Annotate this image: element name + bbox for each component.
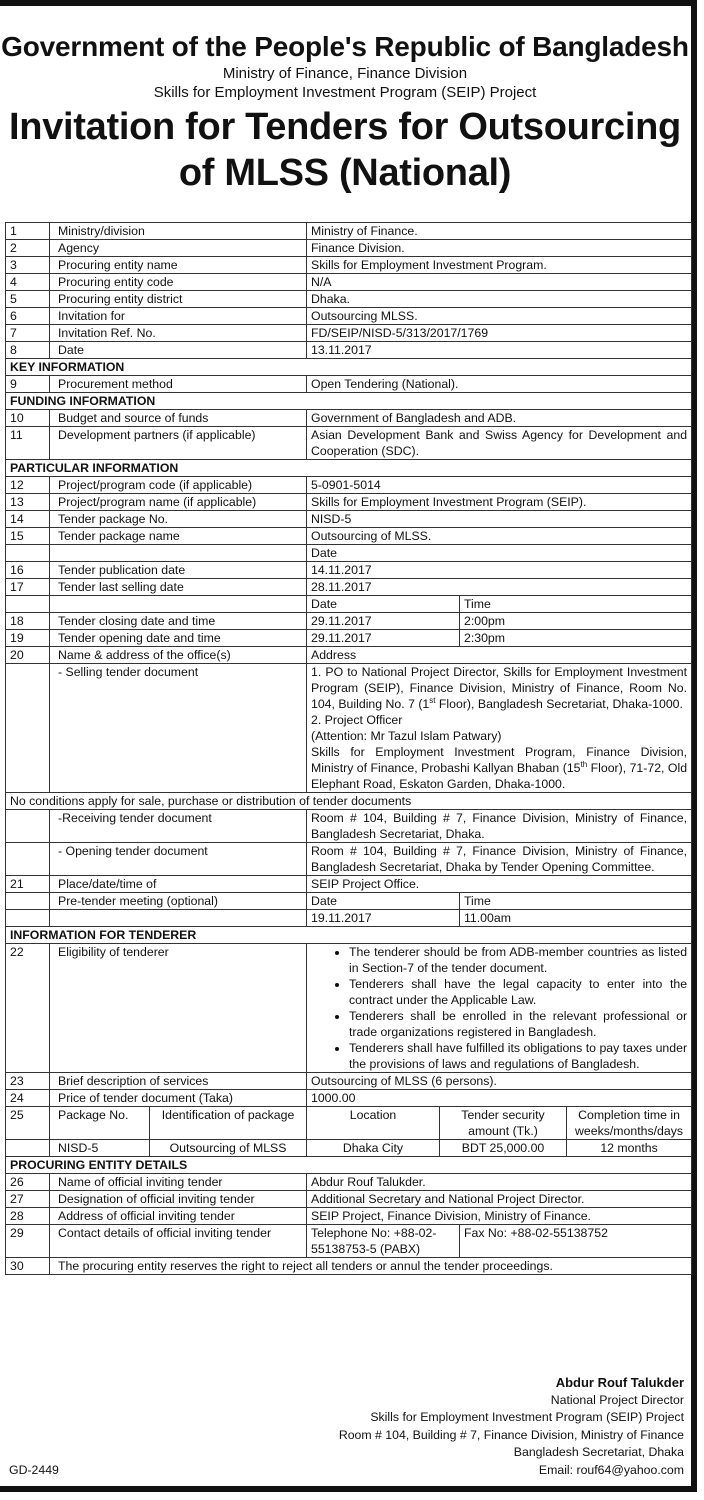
- row-label: Name & address of the office(s): [50, 647, 307, 664]
- fax-value: Fax No: +88-02-55138752: [460, 1225, 692, 1258]
- table-row: [6, 511, 692, 528]
- ministry-line: Ministry of Finance, Finance Division: [222, 65, 468, 82]
- package-value: NISD-5: [50, 1140, 150, 1157]
- receiving-value: Room # 104, Building # 7, Finance Division, Ministry of Finance, Bangladesh Secretariat, Dhaka.: [307, 810, 692, 843]
- table-row: [6, 308, 692, 325]
- table-row: [6, 427, 692, 460]
- row-label: Tender publication date: [50, 562, 307, 579]
- row-value: SEIP Project, Finance Division, Ministry of Finance.: [307, 1208, 692, 1225]
- closing-time: 2:00pm: [460, 613, 692, 630]
- table-row: [6, 410, 692, 427]
- row-label: Project/program code (if applicable): [50, 477, 307, 494]
- table-row: [6, 545, 692, 562]
- table-row: [6, 1090, 692, 1107]
- row-value: Outsourcing of MLSS (6 persons).: [307, 1073, 692, 1090]
- signatory-address-2: Bangladesh Secretariat, Dhaka: [513, 1445, 684, 1459]
- row-number: 20: [6, 647, 50, 664]
- table-row: [6, 630, 692, 647]
- pretender-time: 11.00am: [460, 910, 692, 927]
- row-label: Tender last selling date: [50, 579, 307, 596]
- table-row: [6, 944, 692, 1073]
- table-row: [6, 910, 692, 927]
- row-number: 26: [6, 1174, 50, 1191]
- row-number: 21: [6, 876, 50, 893]
- row-number: 29: [6, 1225, 50, 1258]
- table-row: [6, 1225, 692, 1258]
- row-value: Outsourcing of MLSS.: [307, 528, 692, 545]
- row-number: 2: [6, 240, 50, 257]
- row-number: 14: [6, 511, 50, 528]
- row-number: 30: [6, 1258, 50, 1275]
- project-line: Skills for Employment Investment Program (SEIP) Project: [153, 84, 537, 101]
- row-label: Address of official inviting tender: [50, 1208, 307, 1225]
- title-line-1: Invitation for Tenders for Outsourcing: [9, 106, 681, 148]
- package-value: Outsourcing of MLSS: [150, 1140, 307, 1157]
- row-value: 14.11.2017: [307, 562, 692, 579]
- section-row: [6, 359, 692, 376]
- header: [0, 30, 690, 196]
- table-row: [6, 494, 692, 511]
- row-value: Finance Division.: [307, 240, 692, 257]
- signatory-organization: Skills for Employment Investment Program (SEIP) Project: [370, 1410, 684, 1424]
- row-number: 23: [6, 1073, 50, 1090]
- signature-block: [339, 1374, 684, 1479]
- row-number: 10: [6, 410, 50, 427]
- row-number: 12: [6, 477, 50, 494]
- row-value: Outsourcing MLSS.: [307, 308, 692, 325]
- row-number: 4: [6, 274, 50, 291]
- selling-label: - Selling tender document: [50, 664, 307, 793]
- row-number: 3: [6, 257, 50, 274]
- row-label: Invitation for: [50, 308, 307, 325]
- row-label: Tender package No.: [50, 511, 307, 528]
- government-title: Government of the People's Republic of Bangladesh: [1, 31, 689, 62]
- row-value: Asian Development Bank and Swiss Agency for Development and Cooperation (SDC).: [307, 427, 692, 460]
- table-row: [6, 1140, 692, 1157]
- list-item: • Tenderers shall have fulfilled its obligations to pay taxes under the provisions of laws and regulations of Bangladesh.: [349, 1040, 687, 1072]
- date-subheader: Date: [307, 893, 460, 910]
- closing-date: 29.11.2017: [307, 613, 460, 630]
- table-row: [6, 596, 692, 613]
- row-label: Tender closing date and time: [50, 613, 307, 630]
- tender-table: [5, 222, 692, 1275]
- row-value: Government of Bangladesh and ADB.: [307, 410, 692, 427]
- row-value: NISD-5: [307, 511, 692, 528]
- row-label: Place/date/time of: [50, 876, 307, 893]
- table-row: [6, 843, 692, 876]
- package-value: BDT 25,000.00: [440, 1140, 567, 1157]
- section-row: [6, 393, 692, 410]
- row-number: 5: [6, 291, 50, 308]
- section-row: [6, 460, 692, 477]
- opening-label: - Opening tender document: [50, 843, 307, 876]
- table-row: [6, 893, 692, 910]
- table-row: [6, 562, 692, 579]
- signatory-address-1: Room # 104, Building # 7, Finance Division, Ministry of Finance: [338, 1427, 684, 1442]
- row-value: 1000.00: [307, 1090, 692, 1107]
- row-number: 9: [6, 376, 50, 393]
- row-value: Skills for Employment Investment Program.: [307, 257, 692, 274]
- row-label: Project/program name (if applicable): [50, 494, 307, 511]
- row-label: Price of tender document (Taka): [50, 1090, 307, 1107]
- row-value: FD/SEIP/NISD-5/313/2017/1769: [307, 325, 692, 342]
- section-row: [6, 1157, 692, 1174]
- selling-addresses: [307, 664, 692, 793]
- table-row: [6, 291, 692, 308]
- row-label: Name of official inviting tender: [50, 1174, 307, 1191]
- row-label: Brief description of services: [50, 1073, 307, 1090]
- table-row: [6, 477, 692, 494]
- eligibility-list: [307, 944, 692, 1073]
- row-number: 22: [6, 944, 50, 1073]
- table-row: [6, 1258, 692, 1275]
- table-row: [6, 240, 692, 257]
- row-label: Invitation Ref. No.: [50, 325, 307, 342]
- date-subheader: Date: [307, 545, 692, 562]
- receiving-label: -Receiving tender document: [50, 810, 307, 843]
- row-value: Dhaka.: [307, 291, 692, 308]
- table-row: [6, 1208, 692, 1225]
- page-title: [0, 104, 690, 196]
- opening-date: 29.11.2017: [307, 630, 460, 647]
- row-number: 25: [6, 1107, 50, 1140]
- row-label: Eligibility of tenderer: [50, 944, 307, 1073]
- row-label: Procurement method: [50, 376, 307, 393]
- section-row: [6, 927, 692, 944]
- row-label: Date: [50, 342, 307, 359]
- pretender-date: 19.11.2017: [307, 910, 460, 927]
- section-heading: INFORMATION FOR TENDERER: [6, 927, 692, 944]
- row-number: 27: [6, 1191, 50, 1208]
- section-heading: PARTICULAR INFORMATION: [6, 460, 692, 477]
- section-heading: FUNDING INFORMATION: [6, 393, 692, 410]
- table-row: [6, 274, 692, 291]
- row-number: 6: [6, 308, 50, 325]
- package-header: Completion time in weeks/months/days: [567, 1107, 692, 1140]
- table-row: [6, 223, 692, 240]
- table-row: [6, 810, 692, 843]
- title-line-2: of MLSS (National): [178, 152, 512, 194]
- row-number: 19: [6, 630, 50, 647]
- telephone-value: Telephone No: +88-02-55138753-5 (PABX): [307, 1225, 460, 1258]
- row-label: Procuring entity code: [50, 274, 307, 291]
- row-value: 5-0901-5014: [307, 477, 692, 494]
- section-heading: PROCURING ENTITY DETAILS: [6, 1157, 692, 1174]
- row-number: 16: [6, 562, 50, 579]
- table-row: [6, 876, 692, 893]
- selling-address-2-attention: (Attention: Mr Tazul Islam Patwary): [311, 729, 502, 743]
- table-row: [6, 342, 692, 359]
- row-value: 13.11.2017: [307, 342, 692, 359]
- signatory-email: Email: rouf64@yahoo.com: [538, 1462, 684, 1477]
- row-label: Designation of official inviting tender: [50, 1191, 307, 1208]
- row-value: Skills for Employment Investment Program (SEIP).: [307, 494, 692, 511]
- package-value: Dhaka City: [307, 1140, 440, 1157]
- row-label: Development partners (if applicable): [50, 427, 307, 460]
- package-value: 12 months: [567, 1140, 692, 1157]
- row-value: Address: [307, 647, 692, 664]
- row-value: Additional Secretary and National Project Director.: [307, 1191, 692, 1208]
- list-item: • Tenderers shall have the legal capacity to enter into the contract under the Applicable Law.: [349, 976, 687, 1008]
- table-row: [6, 376, 692, 393]
- time-subheader: Time: [460, 596, 692, 613]
- package-header: Package No.: [50, 1107, 150, 1140]
- selling-address-2: Skills for Employment Investment Program, Finance Division, Ministry of Finance, Probashi Kallyan Bhaban (15th Floor), 71-72, Old Elephant Road, Eskaton Garden, Dhaka-1000.: [311, 745, 688, 791]
- signatory-title: National Project Director: [550, 1392, 684, 1407]
- row-number: 17: [6, 579, 50, 596]
- row-value: N/A: [307, 274, 692, 291]
- row-number: 13: [6, 494, 50, 511]
- package-header: Identification of package: [150, 1107, 307, 1140]
- row-label: Procuring entity name: [50, 257, 307, 274]
- package-header: Tender security amount (Tk.): [440, 1107, 567, 1140]
- list-item: • The tenderer should be from ADB-member countries as listed in Section-7 of the tender document.: [349, 944, 687, 976]
- list-item: • Tenderers shall be enrolled in the relevant professional or trade organizations registered in Bangladesh.: [349, 1008, 687, 1040]
- row-label: Tender opening date and time: [50, 630, 307, 647]
- table-row: [6, 664, 692, 793]
- row-number: 1: [6, 223, 50, 240]
- row-number: 28: [6, 1208, 50, 1225]
- row-value: SEIP Project Office.: [307, 876, 692, 893]
- row-value: Ministry of Finance.: [307, 223, 692, 240]
- row-number: 18: [6, 613, 50, 630]
- package-header: Location: [307, 1107, 440, 1140]
- row-number: 24: [6, 1090, 50, 1107]
- table-row: [6, 528, 692, 545]
- row-value: The procuring entity reserves the right to reject all tenders or annul the tender proceedings.: [50, 1258, 692, 1275]
- row-label: Procuring entity district: [50, 291, 307, 308]
- row-value: 28.11.2017: [307, 579, 692, 596]
- selling-address-2-title: 2. Project Officer: [311, 713, 403, 727]
- row-value: Open Tendering (National).: [307, 376, 692, 393]
- table-row: [6, 1174, 692, 1191]
- table-row: [6, 1191, 692, 1208]
- table-row: [6, 647, 692, 664]
- no-conditions-note: No conditions apply for sale, purchase or distribution of tender documents: [6, 793, 692, 810]
- footer-code: GD-2449: [9, 1463, 59, 1477]
- opening-value: Room # 104, Building # 7, Finance Division, Ministry of Finance, Bangladesh Secretariat, Dhaka by Tender Opening Committee.: [307, 843, 692, 876]
- time-subheader: Time: [460, 893, 692, 910]
- row-number: 15: [6, 528, 50, 545]
- signatory-name: Abdur Rouf Talukder: [555, 1375, 684, 1390]
- note-row: [6, 793, 692, 810]
- section-heading: KEY INFORMATION: [6, 359, 692, 376]
- row-number: 8: [6, 342, 50, 359]
- row-label: Ministry/division: [50, 223, 307, 240]
- row-label: Agency: [50, 240, 307, 257]
- opening-time: 2:30pm: [460, 630, 692, 647]
- pretender-label: Pre-tender meeting (optional): [50, 893, 307, 910]
- date-subheader: Date: [307, 596, 460, 613]
- row-label: Tender package name: [50, 528, 307, 545]
- table-row: [6, 1073, 692, 1090]
- row-value: Abdur Rouf Talukder.: [307, 1174, 692, 1191]
- row-number: 7: [6, 325, 50, 342]
- table-row: [6, 1107, 692, 1140]
- table-row: [6, 325, 692, 342]
- row-number: 11: [6, 427, 50, 460]
- selling-address-1: 1. PO to National Project Director, Skills for Employment Investment Program (SEIP), Finance Division, Ministry of Finance, Room No. 104, Building No. 7 (1st Floor), Bangladesh Secretariat, Dhaka-1000.: [311, 665, 688, 711]
- row-label: Contact details of official inviting tender: [50, 1225, 307, 1258]
- table-row: [6, 257, 692, 274]
- row-label: Budget and source of funds: [50, 410, 307, 427]
- table-row: [6, 613, 692, 630]
- table-row: [6, 579, 692, 596]
